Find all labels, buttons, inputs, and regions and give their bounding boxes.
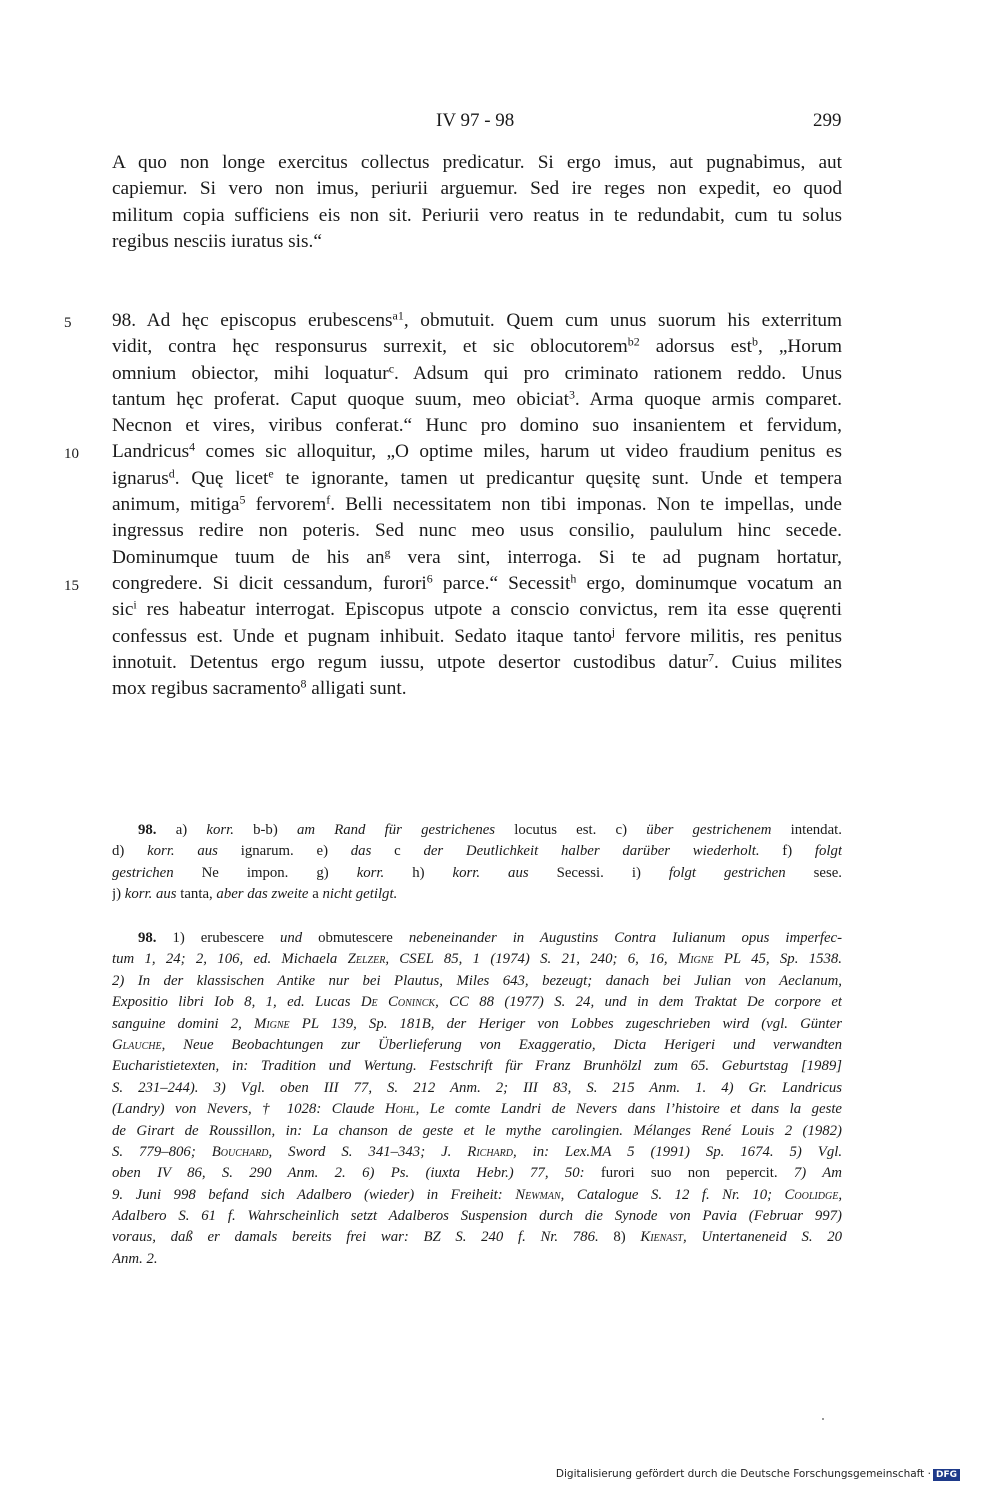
note-line: Eucharistietexten, in: Tradition und Wertung. Festschrift für Franz Brunhölzl zum 65. Geburtstag [1989] [112, 1058, 842, 1075]
text-line: Landricus$^4$ comes sic alloquitur, „O optime miles, harum ut video fraudium penitus es [112, 439, 842, 463]
note-line: 2) In der klassischen Antike nur bei Plautus, Miles 643, bezeugt; danach bei Julian von Aeclanum, [112, 972, 842, 989]
apparatus-line: 98. a) korr. b-b) am Rand für gestrichenes locutus est. c) über gestrichenem intendat. [138, 822, 842, 838]
running-head: IV 97 - 98 [436, 110, 515, 131]
dfg-logo-icon: DFG [933, 1469, 960, 1481]
text-line: mox regibus sacramento$^8$ alligati sunt. [112, 676, 407, 700]
text-line: confessus est. Unde et pugnam inhibuit. Sedato itaque tanto$^j$ fervore militis, res penitus [112, 623, 842, 647]
note-line: 9. Juni 998 befand sich Adalbero (wieder) in Freiheit: Newman, Catalogue S. 12 f. Nr. 10; Coolidge, [112, 1186, 842, 1203]
text-line: 98. Ad hęc episcopus erubescens$^{a1}$, obmutuit. Quem cum unus suorum his exterritum [112, 308, 842, 331]
note-line: Expositio libri Iob 8, 1, ed. Lucas De Coninck, CC 88 (1977) S. 24, und in dem Traktat De corpore et [112, 994, 842, 1011]
text-line: vidit, contra hęc responsurus surrexit, et sic oblocutorem$^{b2}$ adorsus est$^b$, „Horum [112, 334, 842, 358]
apparatus-line: d) korr. aus ignarum. e) das c der Deutlichkeit halber darüber wiederholt. f) folgt [112, 843, 842, 860]
text-line: Necnon et vires, viribus conferat.“ Hunc pro domino suo insanientem et fervidum, [112, 415, 842, 437]
text-line: militum copia sufficiens eis non sit. Periurii vero reatus in te redundabit, cum tu solus [112, 204, 842, 226]
text-line: sic$^i$ res habeatur interrogat. Episcopus utpote a conscio convictus, rem ita esse quęrenti [112, 597, 842, 621]
note-line: de Girart de Roussillon, in: La chanson de geste et le mythe carolingien. Mélanges René Louis 2 (1982) [112, 1122, 842, 1139]
note-line: sanguine domini 2, Migne PL 139, Sp. 181B, der Heriger von Lobbes zugeschrieben wird (vgl. Günter [112, 1015, 842, 1032]
text-line: innotuit. Detentus ergo regum iussu, utpote desertor custodibus datur$^7$. Cuius milites [112, 650, 842, 673]
note-line: tum 1, 24; 2, 106, ed. Michaela Zelzer, CSEL 85, 1 (1974) S. 21, 240; 6, 16, Migne PL 45, Sp. 1538. [112, 951, 842, 968]
apparatus-line: gestrichen Ne impon. g) korr. h) korr. aus Secessi. i) folgt gestrichen sese. [112, 864, 842, 881]
text-line: Dominumque tuum de his $an^g$ vera sint, interroga. Si te ad pugnam hortatur, [112, 545, 842, 568]
funding-footer [556, 1468, 960, 1481]
line-number: 5 [64, 315, 72, 331]
note-line: voraus, daß er damals bereits frei war: BZ S. 240 f. Nr. 786. 8) Kienast, Untertaneneid S. 20 [112, 1229, 842, 1246]
text-line: omnium obiector, mihi loquatur$^c$. Adsum qui pro criminato rationem reddo. Unus [112, 361, 842, 384]
text-line: regibus nesciis iuratus sis.“ [112, 230, 322, 252]
text-line: tantum hęc proferat. Caput quoque suum, meo obiciat$^3$. Arma quoque armis comparet. [112, 387, 842, 410]
text-line: congredere. Si dicit cessandum, furori$^6$ parce.“ Secessit$^h$ ergo, dominumque vocatum an [112, 571, 842, 594]
note-line: S. 231–244). 3) Vgl. oben III 77, S. 212 Anm. 2; III 83, S. 215 Anm. 1. 4) Gr. Landricus [112, 1079, 842, 1096]
line-number: 10 [64, 446, 79, 462]
note-line: (Landry) von Nevers, † 1028: Claude Hohl, Le comte Landri de Nevers dans l’histoire et dans la geste [112, 1101, 842, 1118]
text-line: ignarus$^d$. Quę licet$^e$ te ignorante, tamen ut predicantur quęsitę sunt. Unde et tempera [112, 466, 842, 489]
text-line: capiemur. Si vero non imus, periurii arguemur. Sed ire reges non expedit, eo quod [112, 178, 842, 200]
note-line: Anm. 2. [112, 1250, 158, 1267]
scan-speck [822, 1418, 824, 1420]
text-line: A quo non longe exercitus collectus predicatur. Si ergo imus, aut pugnabimus, aut [112, 152, 842, 173]
footer-text: Digitalisierung gefördert durch die Deutsche Forschungsgemeinschaft · [555, 1468, 931, 1480]
textual-apparatus [112, 820, 842, 906]
text-line: animum, mitiga$^5$ fervorem$^f$. Belli necessitatem non tibi imponas. Non te impellas, unde [112, 492, 842, 516]
page-number: 299 [813, 110, 842, 131]
apparatus-line: j) korr. aus tanta, aber das zweite a nicht getilgt. [112, 886, 398, 903]
note-line: 98. 1) erubescere und obmutescere nebeneinander in Augustins Contra Iulianum opus imperfec- [138, 930, 842, 946]
commentary-notes [112, 928, 842, 1270]
line-number: 15 [64, 578, 79, 594]
note-line: Adalbero S. 61 f. Wahrscheinlich setzt Adalberos Suspension durch die Synode von Pavia (Februar 997) [112, 1208, 842, 1225]
note-line: S. 779–806; Bouchard, Sword S. 341–343; J. Richard, in: Lex.MA 5 (1991) Sp. 1674. 5) Vgl. [112, 1143, 842, 1160]
note-line: Glauche, Neue Beobachtungen zur Überlieferung von Exaggeratio, Dicta Herigeri und verwandten [112, 1036, 842, 1053]
note-line: oben IV 86, S. 290 Anm. 2. 6) Ps. (iuxta Hebr.) 77, 50: furori suo non pepercit. 7) Am [112, 1165, 842, 1182]
text-line: ingressus redire non poteris. Sed nunc meo usus consilio, paululum hinc secede. [112, 520, 842, 542]
text-block-1 [112, 150, 842, 255]
text-block-98 [112, 308, 842, 702]
